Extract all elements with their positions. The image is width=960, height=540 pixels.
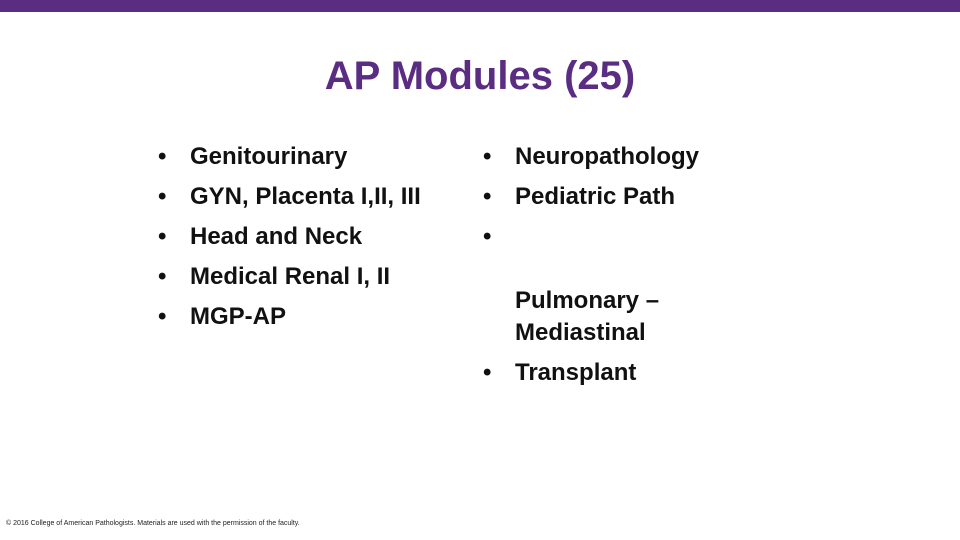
top-accent-bar <box>0 0 960 12</box>
module-label: Neuropathology <box>515 143 699 170</box>
module-label: Medical Renal I, II <box>190 263 391 290</box>
bullet-icon: • <box>483 359 492 386</box>
slide-title: AP Modules (25) <box>324 54 636 98</box>
list-item <box>158 181 421 213</box>
module-label: Pediatric Path <box>515 183 676 210</box>
left-module-list <box>158 141 421 341</box>
right-module-list <box>483 141 699 397</box>
module-label: Pulmonary – Mediastinal <box>515 287 660 346</box>
list-item <box>483 141 699 173</box>
bullet-icon: • <box>158 143 167 170</box>
list-item <box>483 221 699 349</box>
bullet-icon: • <box>158 263 167 290</box>
bullet-icon: • <box>158 183 167 210</box>
copyright-footer: © 2016 College of American Pathologists. Materials are used with the permission of the faculty. <box>6 520 300 527</box>
bullet-icon: • <box>483 143 492 170</box>
list-item <box>158 301 421 333</box>
list-item <box>483 181 699 213</box>
bullet-icon: • <box>158 303 167 330</box>
module-label: Genitourinary <box>190 143 348 170</box>
module-label: GYN, Placenta I,II, III <box>190 183 421 210</box>
list-item <box>158 261 421 293</box>
list-item <box>158 221 421 253</box>
list-item <box>483 357 699 389</box>
bullet-icon: • <box>483 223 492 250</box>
module-label: MGP-AP <box>190 303 286 330</box>
bullet-icon: • <box>158 223 167 250</box>
bullet-icon: • <box>483 183 492 210</box>
list-item <box>158 141 421 173</box>
module-label: Transplant <box>515 359 637 386</box>
module-label: Head and Neck <box>190 223 363 250</box>
